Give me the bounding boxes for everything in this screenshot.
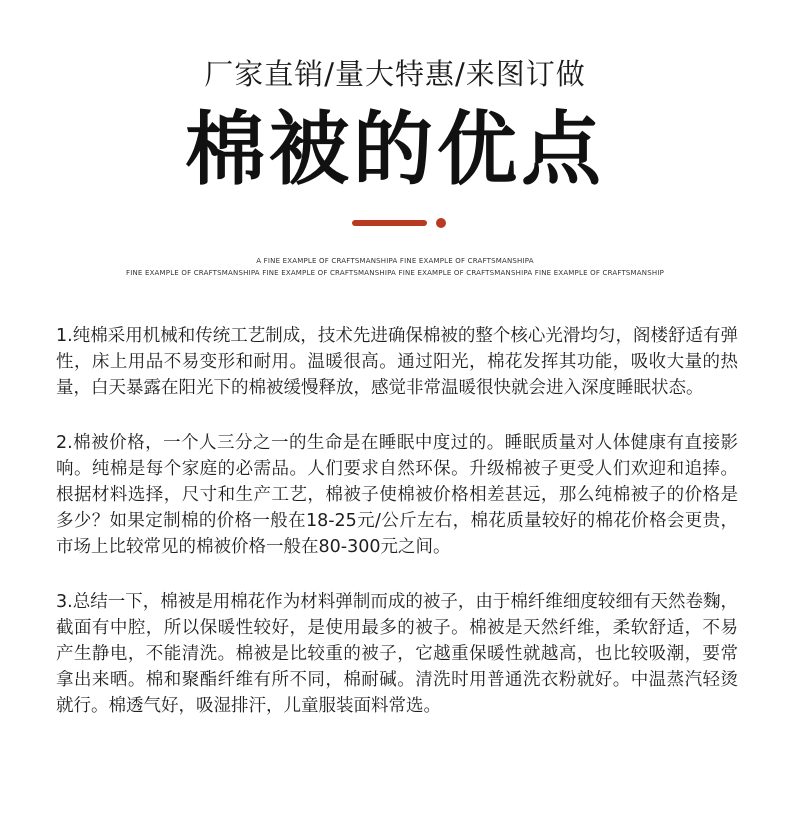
- decorative-caption-line-2: FINE EXAMPLE OF CRAFTSMANSHIPA FINE EXAMPLE OF CRAFTSMANSHIPA FINE EXAMPLE OF CRAFTSMANSHIPA FINE EXAMPLE OF CRAFTSMANSHIP: [125, 269, 665, 277]
- divider-dot: [436, 218, 446, 228]
- decorative-caption-line-1: A FINE EXAMPLE OF CRAFTSMANSHIPA FINE EXAMPLE OF CRAFTSMANSHIPA: [256, 257, 534, 265]
- header-tagline: 厂家直销/量大特惠/来图订做: [204, 57, 586, 91]
- page-title: 棉被的优点: [185, 103, 605, 196]
- article-body: [56, 323, 738, 748]
- divider-bar: [352, 220, 427, 226]
- paragraph-1: 1.纯棉采用机械和传统工艺制成，技术先进确保棉被的整个核心光滑均匀，阁楼舒适有弹性，床上用品不易变形和耐用。温暖很高。通过阳光，棉花发挥其功能，吸收大量的热量，白天暴露在阳光下的棉被缓慢释放，感觉非常温暖很快就会进入深度睡眠状态。: [56, 326, 738, 399]
- paragraph-2: 2.棉被价格，一个人三分之一的生命是在睡眠中度过的。睡眠质量对人体健康有直接影响。纯棉是每个家庭的必需品。人们要求自然环保。升级棉被子更受人们欢迎和追捧。根据材料选择，尺寸和生产工艺，棉被子使棉被价格相差甚远，那么纯棉被子的价格是多少？如果定制棉的价格一般在18-25元/公斤左右，棉花质量较好的棉花价格会更贵，市场上比较常见的棉被价格一般在80-300元之间。: [56, 432, 738, 558]
- paragraph-3: 3.总结一下，棉被是用棉花作为材料弹制而成的被子，由于棉纤维细度较细有天然卷麴，截面有中腔，所以保暖性较好，是使用最多的被子。棉被是天然纤维，柔软舒适，不易产生静电，不能清洗。棉被是比较重的被子，它越重保暖性就越高，也比较吸潮，要常拿出来晒。棉和聚酯纤维有所不同，棉耐碱。清洗时用普通洗衣粉就好。中温蒸汽轻烫就行。棉透气好，吸湿排汗，儿童服装面料常选。: [56, 591, 738, 717]
